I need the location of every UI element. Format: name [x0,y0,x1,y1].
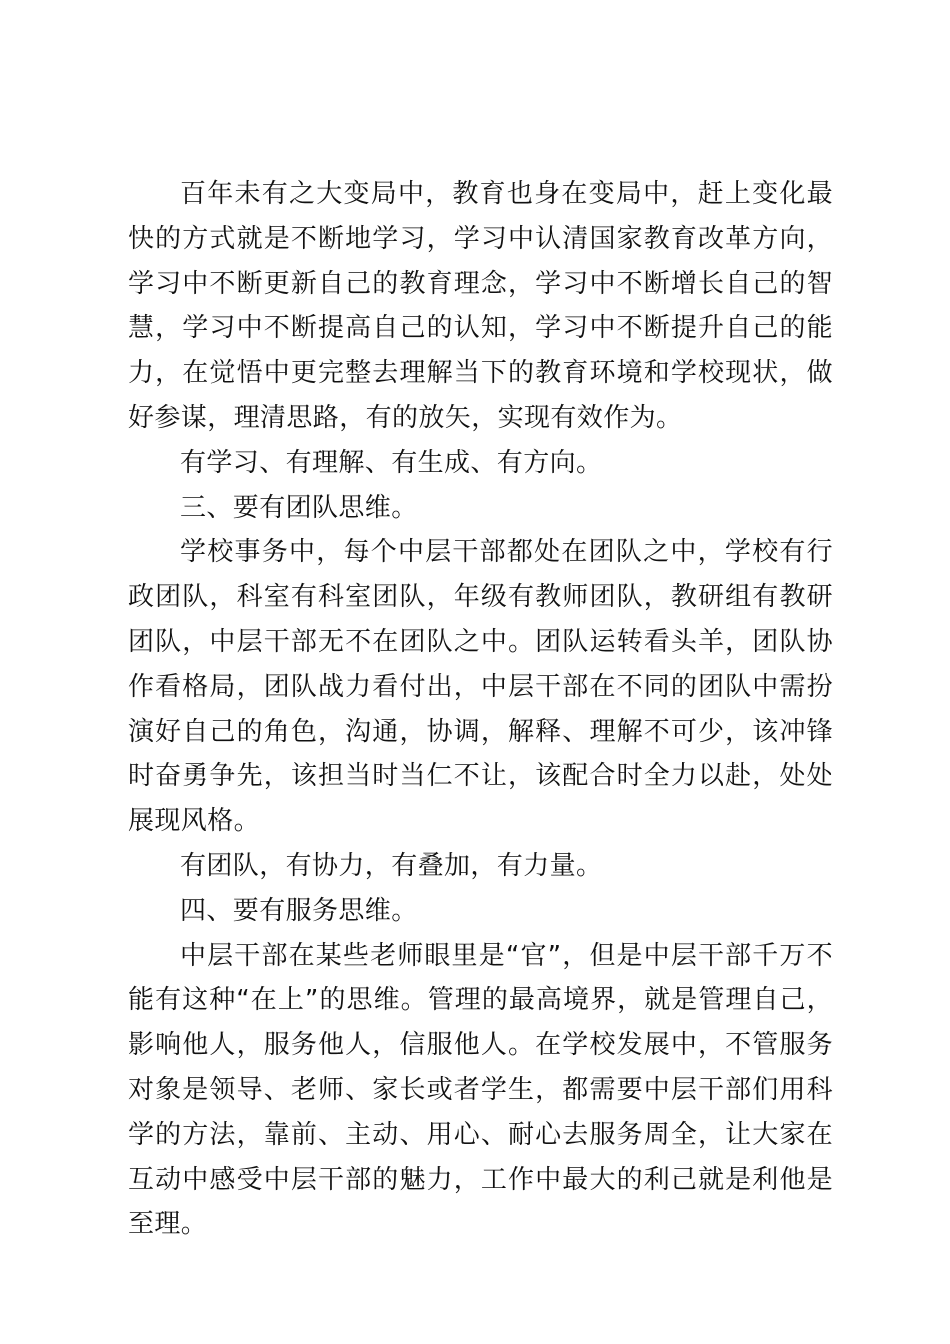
paragraph-service: 中层干部在某些老师眼里是“官”，但是中层干部千万不能有这种“在上”的思维。管理的最高境界，就是管理自己，影响他人，服务他人，信服他人。在学校发展中，不管服务对象是领导、老师、家长或者学生，都需要中层干部们用科学的方法，靠前、主动、用心、耐心去服务周全，让大家在互动中感受中层干部的魅力，工作中最大的利己就是利他是至理。 [128,940,833,1240]
section-heading-service: 四、要有服务思维。 [180,895,418,926]
paragraph-team: 学校事务中，每个中层干部都处在团队之中，学校有行政团队，科室有科室团队，年级有教师团队，教研组有教研团队，中层干部无不在团队之中。团队运转看头羊，团队协作看格局，团队战力看付出，中层干部在不同的团队中需扮演好自己的角色，沟通，协调，解释、理解不可少，该冲锋时奋勇争先，该担当时当仁不让，该配合时全力以赴，处处展现风格。 [128,537,833,837]
paragraph-learning: 百年未有之大变局中，教育也身在变局中，赶上变化最快的方式就是不断地学习，学习中认清国家教育改革方向，学习中不断更新自己的教育理念，学习中不断增长自己的智慧，学习中不断提高自己的认知，学习中不断提升自己的能力，在觉悟中更完整去理解当下的教育环境和学校现状，做好参谋，理清思路，有的放矢，实现有效作为。 [128,179,833,433]
paragraph-learning-summary: 有学习、有理解、有生成、有方向。 [180,447,603,478]
paragraph-team-summary: 有团队，有协力，有叠加，有力量。 [180,850,603,881]
section-heading-team: 三、要有团队思维。 [180,492,418,523]
document-body [128,172,833,1247]
